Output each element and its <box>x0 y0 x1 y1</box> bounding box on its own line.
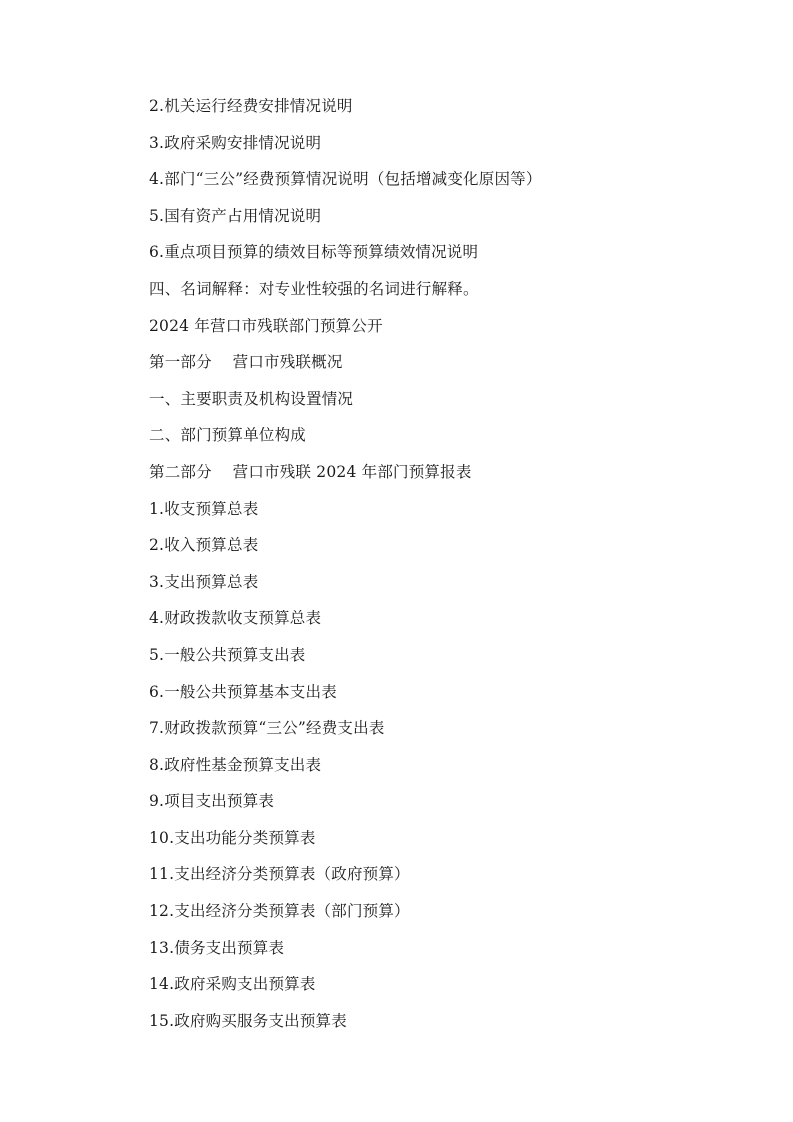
table-list-item-13: 13.债务支出预算表 <box>149 938 285 957</box>
section-heading-glossary: 四、名词解释：对专业性较强的名词进行解释。 <box>149 279 479 298</box>
table-list-item-12: 12.支出经济分类预算表（部门预算） <box>149 902 410 921</box>
text-line-4: 5.国有资产占用情况说明 <box>149 206 322 225</box>
text-line-9: 一、主要职责及机构设置情况 <box>149 389 354 408</box>
table-list-item-3: 3.支出预算总表 <box>149 572 259 591</box>
table-list-item-2: 2.收入预算总表 <box>149 536 259 555</box>
table-list-item-15: 15.政府购买服务支出预算表 <box>149 1011 347 1030</box>
table-list-item-4: 4.财政拨款收支预算总表 <box>149 609 322 628</box>
part-two-heading: 第二部分 营口市残联 2024 年部门预算报表 <box>149 462 472 481</box>
table-list-item-10: 10.支出功能分类预算表 <box>149 828 316 847</box>
text-line-10: 二、部门预算单位构成 <box>149 426 307 445</box>
table-list-item-6: 6.一般公共预算基本支出表 <box>149 682 337 701</box>
text-line-3: 4.部门“三公”经费预算情况说明（包括增减变化原因等） <box>149 170 542 189</box>
table-list-item-1: 1.收支预算总表 <box>149 499 259 518</box>
text-line-5: 6.重点项目预算的绩效目标等预算绩效情况说明 <box>149 243 479 262</box>
text-line-1: 2.机关运行经费安排情况说明 <box>149 97 353 115</box>
table-list-item-7: 7.财政拨款预算“三公”经费支出表 <box>149 719 385 738</box>
table-list-item-11: 11.支出经济分类预算表（政府预算） <box>149 865 410 884</box>
text-line-2: 3.政府采购安排情况说明 <box>149 133 322 152</box>
table-list-item-8: 8.政府性基金预算支出表 <box>149 755 322 774</box>
document-title: 2024 年营口市残联部门预算公开 <box>149 316 383 335</box>
table-list-item-9: 9.项目支出预算表 <box>149 792 275 811</box>
document-text-lines <box>149 93 749 1044</box>
part-one-heading: 第一部分 营口市残联概况 <box>149 353 343 372</box>
table-list-item-14: 14.政府采购支出预算表 <box>149 975 316 994</box>
table-list-item-5: 5.一般公共预算支出表 <box>149 645 306 664</box>
